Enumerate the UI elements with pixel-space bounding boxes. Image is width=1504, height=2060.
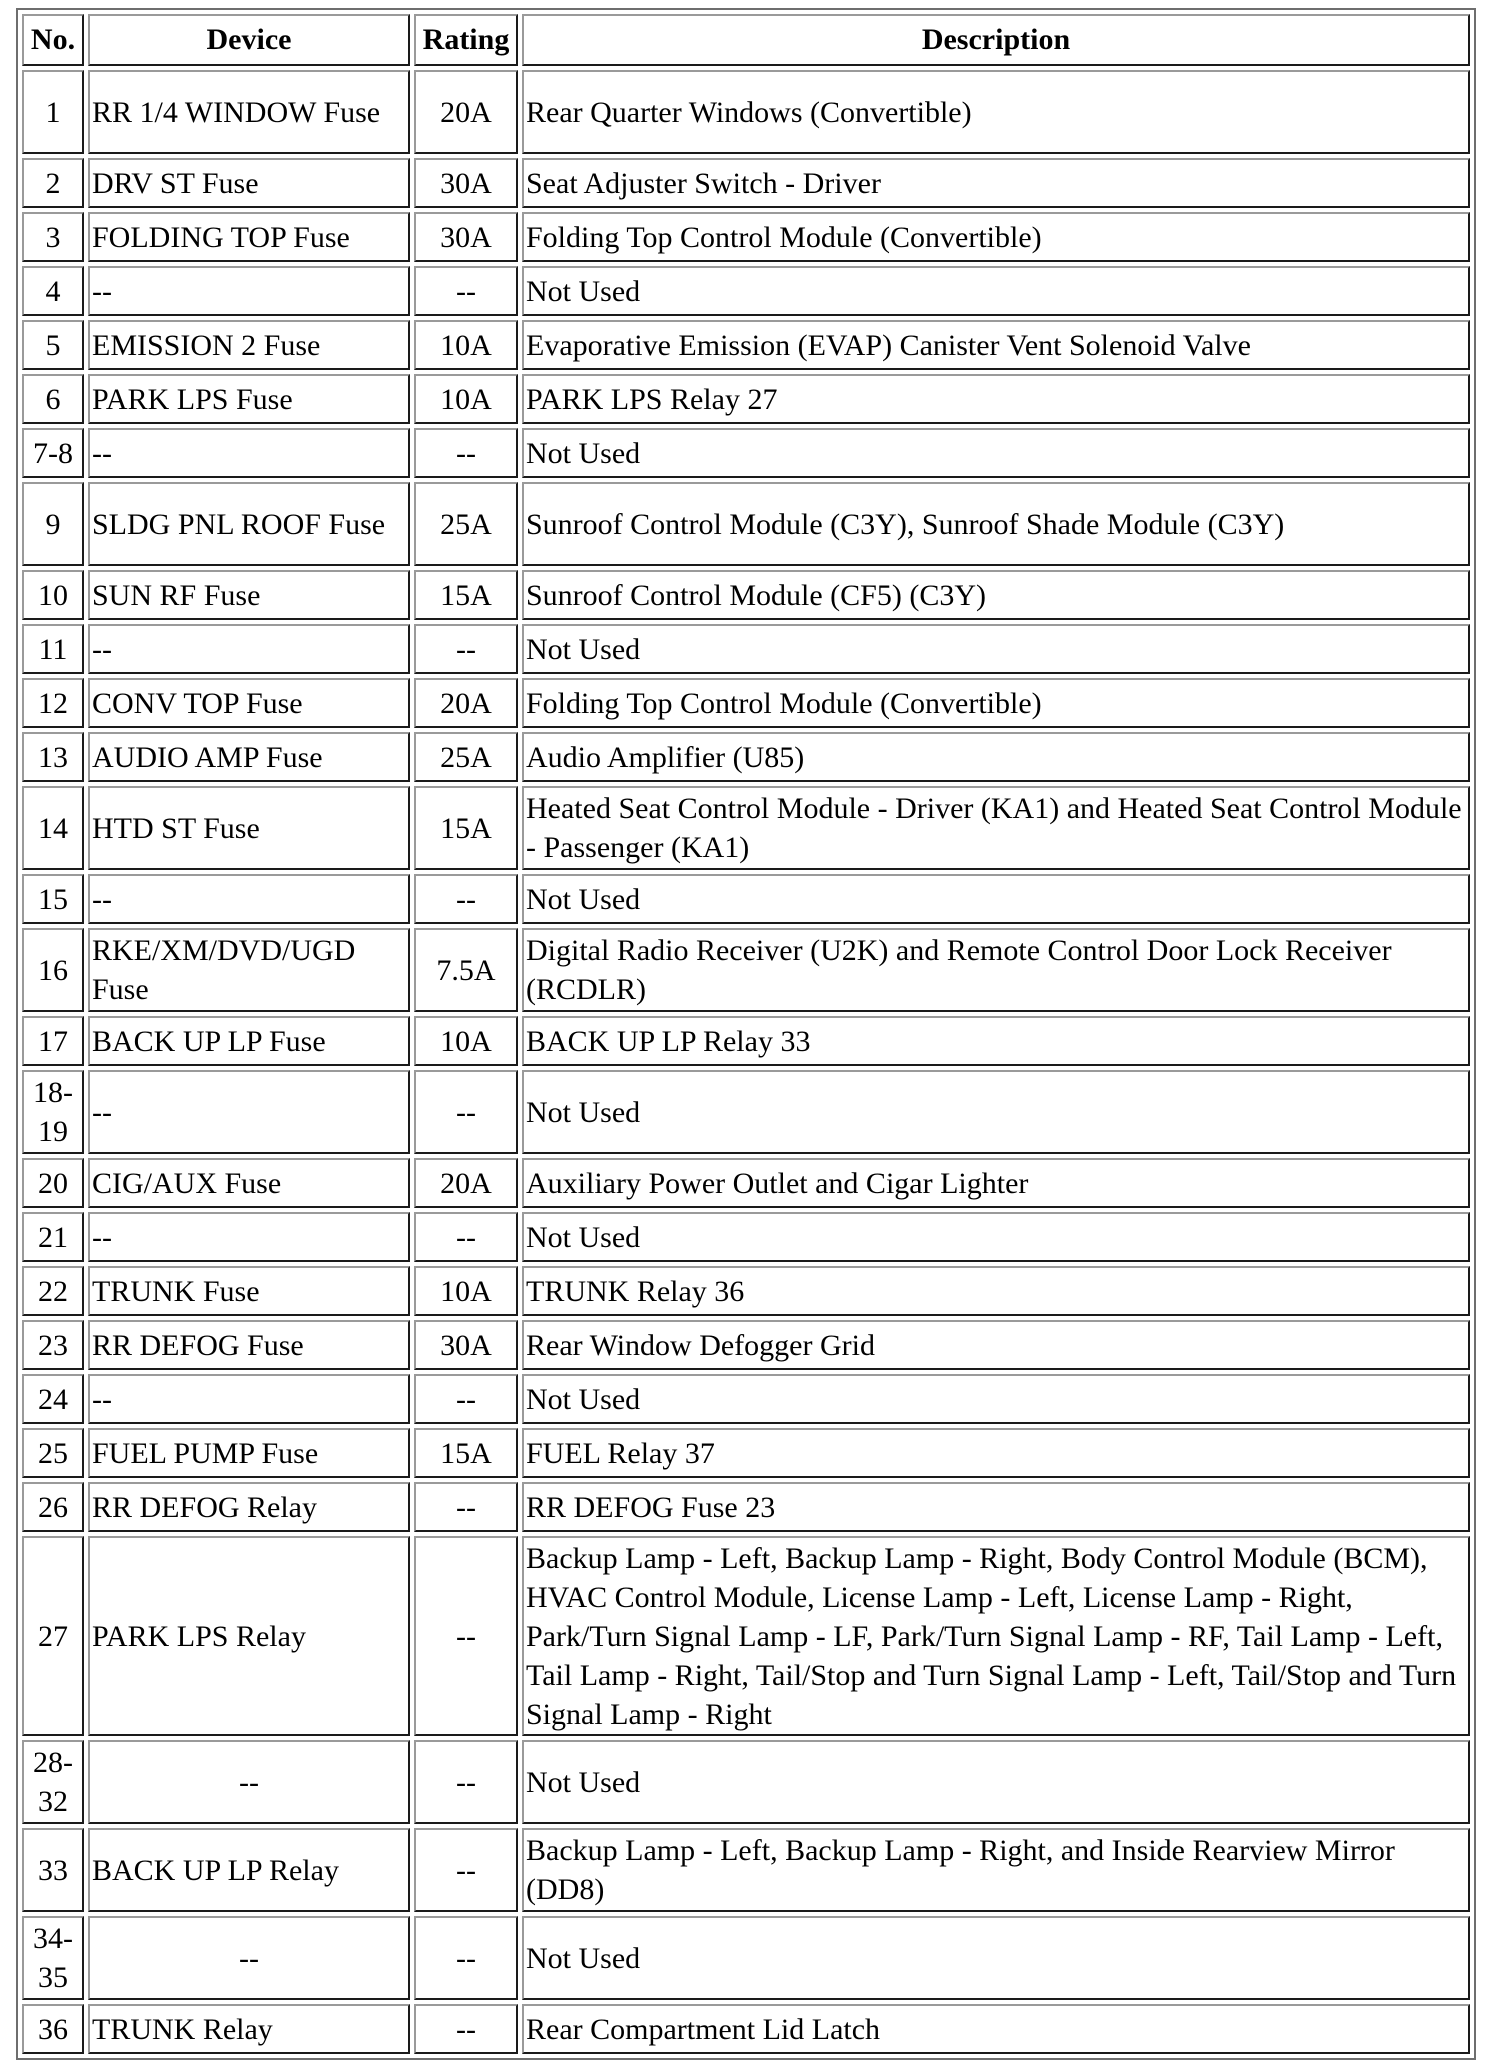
cell-no: 14 xyxy=(22,786,84,870)
cell-rating: 25A xyxy=(414,732,518,782)
table-row xyxy=(22,1828,1470,1912)
cell-no: 10 xyxy=(22,570,84,620)
table-row xyxy=(22,1212,1470,1262)
header-device: Device xyxy=(88,14,410,66)
cell-rating: 30A xyxy=(414,158,518,208)
cell-no: 4 xyxy=(22,266,84,316)
cell-device: FOLDING TOP Fuse xyxy=(88,212,410,262)
cell-device: -- xyxy=(88,1212,410,1262)
cell-rating: -- xyxy=(414,1740,518,1824)
cell-device: -- xyxy=(88,266,410,316)
cell-rating: -- xyxy=(414,266,518,316)
table-row xyxy=(22,374,1470,424)
cell-description: Not Used xyxy=(522,266,1470,316)
table-row xyxy=(22,1482,1470,1532)
cell-no: 25 xyxy=(22,1428,84,1478)
cell-description: Rear Window Defogger Grid xyxy=(522,1320,1470,1370)
cell-device: -- xyxy=(88,874,410,924)
cell-rating: -- xyxy=(414,874,518,924)
table-row xyxy=(22,570,1470,620)
table-row xyxy=(22,320,1470,370)
cell-device: CIG/AUX Fuse xyxy=(88,1158,410,1208)
cell-no: 9 xyxy=(22,482,84,566)
cell-description: Rear Quarter Windows (Convertible) xyxy=(522,70,1470,154)
cell-rating: 30A xyxy=(414,1320,518,1370)
cell-device: PARK LPS Relay xyxy=(88,1536,410,1736)
cell-rating: -- xyxy=(414,1212,518,1262)
fuse-table-container xyxy=(16,8,1476,2060)
cell-description: Not Used xyxy=(522,1740,1470,1824)
cell-description: Folding Top Control Module (Convertible) xyxy=(522,212,1470,262)
cell-device: DRV ST Fuse xyxy=(88,158,410,208)
table-row xyxy=(22,928,1470,1012)
cell-rating: 15A xyxy=(414,1428,518,1478)
cell-device: BACK UP LP Relay xyxy=(88,1828,410,1912)
cell-device: PARK LPS Fuse xyxy=(88,374,410,424)
cell-rating: -- xyxy=(414,428,518,478)
cell-no: 34-35 xyxy=(22,1916,84,2000)
cell-device: RR DEFOG Relay xyxy=(88,1482,410,1532)
table-row xyxy=(22,1428,1470,1478)
cell-rating: 15A xyxy=(414,786,518,870)
cell-rating: -- xyxy=(414,2004,518,2054)
cell-device: RR DEFOG Fuse xyxy=(88,1320,410,1370)
cell-description: Sunroof Control Module (C3Y), Sunroof Shade Module (C3Y) xyxy=(522,482,1470,566)
table-row xyxy=(22,1070,1470,1154)
header-no: No. xyxy=(22,14,84,66)
cell-device: -- xyxy=(88,1740,410,1824)
cell-device: HTD ST Fuse xyxy=(88,786,410,870)
cell-no: 1 xyxy=(22,70,84,154)
cell-rating: -- xyxy=(414,1374,518,1424)
cell-no: 18-19 xyxy=(22,1070,84,1154)
cell-device: CONV TOP Fuse xyxy=(88,678,410,728)
cell-description: Rear Compartment Lid Latch xyxy=(522,2004,1470,2054)
cell-no: 3 xyxy=(22,212,84,262)
cell-rating: -- xyxy=(414,1070,518,1154)
cell-description: Auxiliary Power Outlet and Cigar Lighter xyxy=(522,1158,1470,1208)
cell-device: TRUNK Fuse xyxy=(88,1266,410,1316)
cell-rating: -- xyxy=(414,1482,518,1532)
cell-no: 27 xyxy=(22,1536,84,1736)
cell-no: 26 xyxy=(22,1482,84,1532)
table-row xyxy=(22,874,1470,924)
cell-description: RR DEFOG Fuse 23 xyxy=(522,1482,1470,1532)
table-row xyxy=(22,678,1470,728)
table-row xyxy=(22,212,1470,262)
cell-no: 7-8 xyxy=(22,428,84,478)
cell-rating: -- xyxy=(414,1916,518,2000)
cell-description: Backup Lamp - Left, Backup Lamp - Right, and Inside Rearview Mirror (DD8) xyxy=(522,1828,1470,1912)
cell-no: 16 xyxy=(22,928,84,1012)
cell-rating: 20A xyxy=(414,70,518,154)
cell-device: TRUNK Relay xyxy=(88,2004,410,2054)
cell-no: 2 xyxy=(22,158,84,208)
cell-no: 33 xyxy=(22,1828,84,1912)
cell-device: BACK UP LP Fuse xyxy=(88,1016,410,1066)
table-row xyxy=(22,1320,1470,1370)
table-row xyxy=(22,70,1470,154)
cell-description: Seat Adjuster Switch - Driver xyxy=(522,158,1470,208)
cell-device: AUDIO AMP Fuse xyxy=(88,732,410,782)
cell-rating: 25A xyxy=(414,482,518,566)
cell-rating: 10A xyxy=(414,320,518,370)
table-row xyxy=(22,266,1470,316)
cell-no: 23 xyxy=(22,1320,84,1370)
cell-rating: 10A xyxy=(414,1016,518,1066)
cell-description: Digital Radio Receiver (U2K) and Remote Control Door Lock Receiver (RCDLR) xyxy=(522,928,1470,1012)
table-row xyxy=(22,2004,1470,2054)
cell-no: 13 xyxy=(22,732,84,782)
cell-no: 24 xyxy=(22,1374,84,1424)
table-row xyxy=(22,624,1470,674)
header-description: Description xyxy=(522,14,1470,66)
cell-description: PARK LPS Relay 27 xyxy=(522,374,1470,424)
cell-rating: -- xyxy=(414,624,518,674)
cell-rating: -- xyxy=(414,1536,518,1736)
cell-no: 17 xyxy=(22,1016,84,1066)
cell-description: Heated Seat Control Module - Driver (KA1) and Heated Seat Control Module - Passenger (KA1) xyxy=(522,786,1470,870)
table-row xyxy=(22,732,1470,782)
cell-rating: 10A xyxy=(414,374,518,424)
cell-description: Not Used xyxy=(522,874,1470,924)
cell-description: FUEL Relay 37 xyxy=(522,1428,1470,1478)
table-header-row xyxy=(22,14,1470,66)
cell-description: Not Used xyxy=(522,1070,1470,1154)
table-row xyxy=(22,1016,1470,1066)
cell-description: Audio Amplifier (U85) xyxy=(522,732,1470,782)
table-row xyxy=(22,1740,1470,1824)
cell-rating: 7.5A xyxy=(414,928,518,1012)
cell-no: 20 xyxy=(22,1158,84,1208)
cell-description: BACK UP LP Relay 33 xyxy=(522,1016,1470,1066)
cell-description: Not Used xyxy=(522,1212,1470,1262)
table-row xyxy=(22,1266,1470,1316)
cell-no: 28-32 xyxy=(22,1740,84,1824)
cell-no: 21 xyxy=(22,1212,84,1262)
table-row xyxy=(22,1158,1470,1208)
cell-device: RKE/XM/DVD/UGD Fuse xyxy=(88,928,410,1012)
cell-description: Backup Lamp - Left, Backup Lamp - Right, Body Control Module (BCM), HVAC Control Module, License Lamp - Left, License Lamp - Right, Park/Turn Signal Lamp - LF, Park/Turn Signal Lamp - RF, Tail Lamp - Left, Tail Lamp - Right, Tail/Stop and Turn Signal Lamp - Left, Tail/Stop and Turn Signal Lamp - Right xyxy=(522,1536,1470,1736)
cell-description: Folding Top Control Module (Convertible) xyxy=(522,678,1470,728)
cell-description: Not Used xyxy=(522,428,1470,478)
cell-rating: 15A xyxy=(414,570,518,620)
cell-rating: 20A xyxy=(414,678,518,728)
cell-no: 36 xyxy=(22,2004,84,2054)
cell-rating: 30A xyxy=(414,212,518,262)
cell-description: Not Used xyxy=(522,1916,1470,2000)
cell-no: 22 xyxy=(22,1266,84,1316)
cell-no: 15 xyxy=(22,874,84,924)
cell-description: Not Used xyxy=(522,624,1470,674)
cell-description: Sunroof Control Module (CF5) (C3Y) xyxy=(522,570,1470,620)
cell-no: 12 xyxy=(22,678,84,728)
table-row xyxy=(22,482,1470,566)
cell-device: -- xyxy=(88,624,410,674)
header-rating: Rating xyxy=(414,14,518,66)
cell-device: -- xyxy=(88,428,410,478)
table-row xyxy=(22,1374,1470,1424)
cell-no: 6 xyxy=(22,374,84,424)
cell-device: EMISSION 2 Fuse xyxy=(88,320,410,370)
table-row xyxy=(22,428,1470,478)
cell-device: SUN RF Fuse xyxy=(88,570,410,620)
cell-device: -- xyxy=(88,1070,410,1154)
cell-device: RR 1/4 WINDOW Fuse xyxy=(88,70,410,154)
cell-device: SLDG PNL ROOF Fuse xyxy=(88,482,410,566)
cell-description: Not Used xyxy=(522,1374,1470,1424)
cell-no: 11 xyxy=(22,624,84,674)
cell-device: -- xyxy=(88,1374,410,1424)
cell-device: -- xyxy=(88,1916,410,2000)
cell-description: Evaporative Emission (EVAP) Canister Vent Solenoid Valve xyxy=(522,320,1470,370)
cell-rating: -- xyxy=(414,1828,518,1912)
table-row xyxy=(22,158,1470,208)
table-row xyxy=(22,786,1470,870)
table-row xyxy=(22,1916,1470,2000)
cell-description: TRUNK Relay 36 xyxy=(522,1266,1470,1316)
cell-no: 5 xyxy=(22,320,84,370)
cell-rating: 10A xyxy=(414,1266,518,1316)
cell-rating: 20A xyxy=(414,1158,518,1208)
cell-device: FUEL PUMP Fuse xyxy=(88,1428,410,1478)
table-row xyxy=(22,1536,1470,1736)
fuse-table xyxy=(16,8,1476,2060)
